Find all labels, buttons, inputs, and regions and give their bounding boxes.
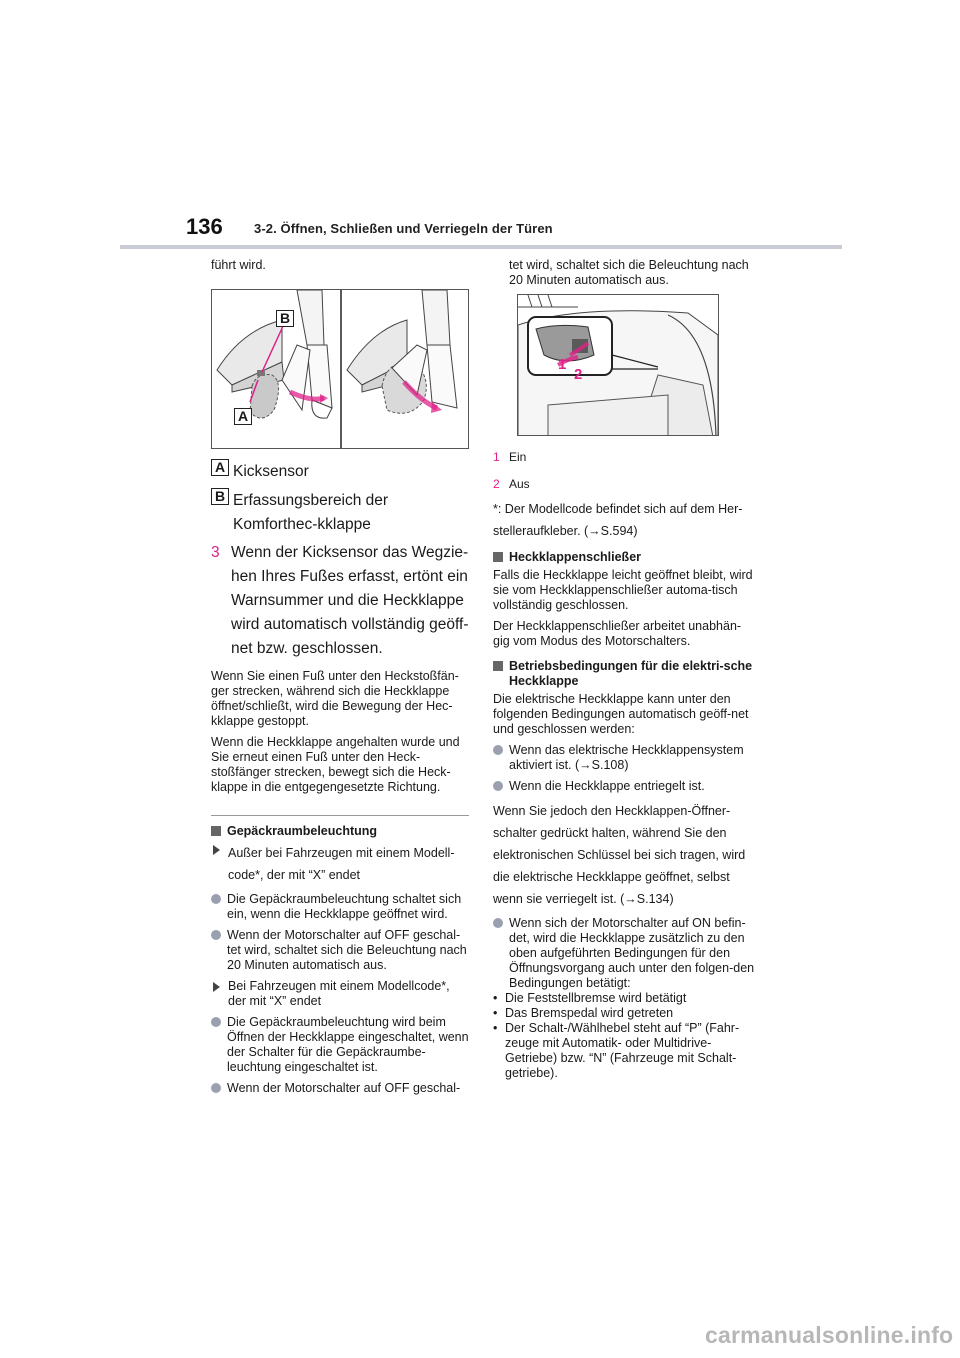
section-divider — [211, 815, 469, 816]
list-item-text: Die Gepäckraumbeleuchtung schaltet sich ein, wenn die Heckklappe geöffnet wird. — [227, 892, 462, 921]
legend-key-b: B — [211, 488, 229, 505]
list-item — [211, 1015, 469, 1075]
list-item-text: Wenn die Heckklappe entriegelt ist. — [509, 779, 705, 793]
intro-text: tet wird, schaltet sich die Beleuchtung nach 20 Minuten automatisch aus. — [509, 258, 749, 287]
section-title: Betriebsbedingungen für die elektri-sche Heckklappe — [509, 659, 753, 688]
triangle-bullet-icon — [213, 982, 220, 992]
list-item — [493, 779, 755, 794]
triangle-bullet-icon — [213, 845, 220, 855]
dot-bullet-icon — [493, 781, 503, 791]
item-number: 1 — [493, 450, 500, 464]
legend-key-a: A — [211, 459, 229, 476]
page-number: 136 — [186, 214, 223, 239]
step-text: Wenn der Kicksensor das Wegzie-hen Ihres Fußes erfasst, ertönt ein Warnsummer und die Heckklappe wird automatisch vollständig geöff-net bzw. geschlossen. — [231, 544, 469, 657]
figure-label-2: 2 — [574, 366, 583, 383]
list-item-text: Wenn der Motorschalter auf OFF geschal-tet wird, schaltet sich die Beleuchtung nach 20 Minuten automatisch aus. — [227, 928, 467, 972]
square-bullet-icon — [211, 826, 221, 836]
item-text: Aus — [509, 477, 530, 491]
condition-text: Bei Fahrzeugen mit einem Modellcode*, der mit “X” endet — [228, 979, 450, 1008]
section-heading-conditions — [493, 659, 755, 689]
dot-bullet-icon — [211, 894, 221, 904]
item-text: Ein — [509, 450, 527, 464]
list-item — [493, 743, 755, 773]
paragraph-stop: Wenn Sie einen Fuß unter den Heckstoßfän-ger strecken, während sich die Heckklappe öffnet/schließt, wird die Bewegung der Hec-kklappe gestoppt. — [211, 669, 459, 728]
condition-item — [211, 979, 469, 1009]
bullet-item: • Der Schalt-/Wählhebel steht auf “P” (Fahr-zeuge mit Automatik- oder Multidrive-Getriebe) bzw. “N” (Fahrzeuge mit Schalt-getriebe). — [493, 1021, 755, 1081]
left-column — [211, 258, 469, 1102]
list-item-text: Die Gepäckraumbeleuchtung wird beim Öffnen der Heckklappe eingeschaltet, wenn der Schalter für die Gepäckraumbe-leuchtung eingeschaltet ist. — [227, 1015, 469, 1074]
paragraph: Falls die Heckklappe leicht geöffnet bleibt, wird sie vom Heckklappenschließer automa-tisch vollständig geschlossen. — [493, 568, 753, 612]
bullet-list — [493, 991, 755, 1081]
footnote-text: *: Der Modellcode befindet sich auf dem Her-stelleraufkleber. (→S.594) — [493, 502, 743, 538]
luggage-light-illustration — [518, 295, 719, 436]
list-item — [493, 916, 755, 991]
paragraph: Die elektrische Heckklappe kann unter den folgenden Bedingungen automatisch geöff-net und geschlossen werden: — [493, 692, 749, 736]
footnote — [493, 498, 755, 542]
luggage-light-switch-figure — [517, 294, 719, 436]
dot-bullet-icon — [211, 1083, 221, 1093]
list-item — [211, 892, 469, 922]
paragraph: Wenn Sie jedoch den Heckklappen-Öffner-schalter gedrückt halten, während Sie den elektronischen Schlüssel bei sich tragen, wird die elektrische Heckklappe geöffnet, selbst wenn sie verriegelt ist. (→S.134) — [493, 804, 746, 906]
dot-bullet-icon — [493, 745, 503, 755]
chapter-title: 3-2. Öffnen, Schließen und Verriegeln der Türen — [254, 221, 553, 236]
watermark: carmanualsonline.info — [705, 1322, 954, 1348]
list-item — [211, 1081, 469, 1096]
intro-text: führt wird. — [211, 258, 266, 272]
bullet-text: Die Feststellbremse wird betätigt — [505, 991, 687, 1005]
list-item-text: Wenn der Motorschalter auf OFF geschal- — [227, 1081, 461, 1095]
step-number: 3 — [211, 544, 220, 561]
right-column — [493, 258, 755, 1081]
list-item — [211, 928, 469, 973]
kick-sensor-illustration — [212, 290, 469, 449]
bullet-item: • Die Feststellbremse wird betätigt — [493, 991, 687, 1005]
header-rule — [120, 245, 842, 249]
switch-position-item — [493, 450, 755, 465]
legend-item-b — [211, 488, 469, 537]
square-bullet-icon — [493, 552, 503, 562]
condition-text: Außer bei Fahrzeugen mit einem Modell-code*, der mit “X” endet — [228, 846, 455, 882]
kick-sensor-figure — [211, 289, 469, 449]
square-bullet-icon — [493, 661, 503, 671]
dot-bullet-icon — [211, 1017, 221, 1027]
item-number: 2 — [493, 477, 500, 491]
switch-position-item — [493, 477, 755, 492]
dot-bullet-icon — [211, 930, 221, 940]
legend-item-a — [211, 459, 469, 484]
figure-label-a: A — [234, 408, 252, 425]
list-item-text: Wenn das elektrische Heckklappensystem aktiviert ist. (→S.108) — [509, 743, 744, 772]
section-heading-closer — [493, 550, 755, 565]
figure-label-1: 1 — [558, 356, 567, 373]
figure-label-b: B — [276, 310, 294, 327]
paragraph: Der Heckklappenschließer arbeitet unabhän-gig vom Modus des Motorschalters. — [493, 619, 742, 648]
paragraph-reverse: Wenn die Heckklappe angehalten wurde und Sie erneut einen Fuß unter den Heck-stoßfänger strecken, bewegt sich die Heck-klappe in die entgegengesetzte Richtung. — [211, 735, 460, 794]
dot-bullet-icon — [493, 918, 503, 928]
bullet-text: Das Bremspedal wird getreten — [505, 1006, 674, 1020]
section-heading-luggage-light — [211, 824, 469, 839]
condition-item — [211, 842, 469, 886]
legend-text-a: Kicksensor — [233, 463, 309, 480]
step-3 — [211, 541, 469, 661]
section-title: Heckklappenschließer — [509, 550, 642, 564]
bullet-text: Der Schalt-/Wählhebel steht auf “P” (Fahr-zeuge mit Automatik- oder Multidrive-Getriebe) bzw. “N” (Fahrzeuge mit Schalt-getriebe). — [505, 1021, 740, 1080]
list-item-text: Wenn sich der Motorschalter auf ON befin-det, wird die Heckklappe zusätzlich zu den oben aufgeführten Bedingungen für den Öffnungsvorgang auch unter den folgen-den Bedingungen betätigt: — [509, 916, 755, 990]
bullet-item: • Das Bremspedal wird getreten — [493, 1006, 674, 1020]
legend-text-b: Erfassungsbereich der Komforthec-kklappe — [233, 492, 389, 533]
section-title: Gepäckraumbeleuchtung — [227, 824, 378, 838]
